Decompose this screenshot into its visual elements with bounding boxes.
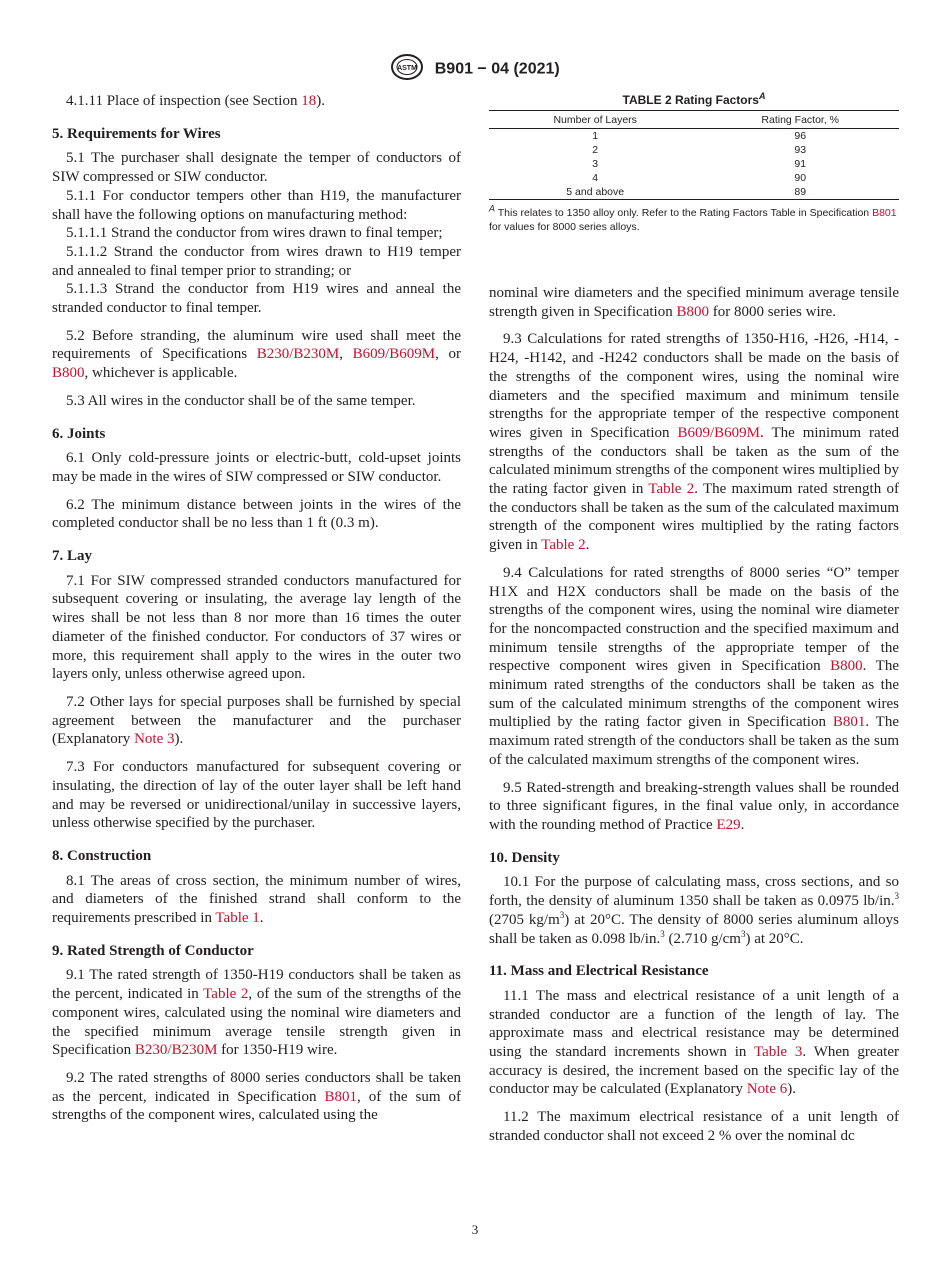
b609-link[interactable]: B609/B609M: [352, 346, 436, 363]
paragraph-9-2-continued: nominal wire diameters and the specified minimum average tensile strength given in Specification B800 for 8000 series wire.: [489, 285, 899, 320]
column-header-layers: Number of Layers: [489, 111, 701, 129]
factor-cell: 89: [701, 185, 899, 200]
factor-cell: 91: [794, 158, 807, 170]
table-row: [489, 171, 899, 185]
b801-link[interactable]: B801: [324, 1088, 357, 1105]
b800-link[interactable]: B800: [676, 303, 709, 320]
paragraph-9-5: 9.5 Rated-strength and breaking-strength values shall be rounded to three significant figures, in the final value only, in accordance with the rounding method of Practice E29.: [489, 779, 899, 833]
left-column: [52, 92, 461, 1125]
table-2: [489, 93, 899, 234]
paragraph-5-1-1: 5.1.1 For conductor tempers other than H19, the manufacturer shall have the following options on manufacturing method:: [52, 187, 461, 223]
section-7-heading: 7. Lay: [52, 548, 93, 565]
section-8-heading: 8. Construction: [52, 847, 152, 864]
table-1-link[interactable]: Table 1: [215, 910, 260, 927]
paragraph-10-1: 10.1 For the purpose of calculating mass, cross sections, and so forth, the density of aluminum 1350 shall be taken as 0.0975 lb/in.$^3$ (2705 $kg/m^3$) at 20°C. The density of 8000 series aluminum alloys shall be taken as 0.098 lb/in.$^3$ (2.710 $g/cm^3$) at 20°C.: [489, 874, 899, 947]
layers-cell: 2: [592, 144, 599, 156]
factor-cell: 96: [794, 130, 807, 142]
paragraph-7-2: 7.2 Other lays for special purposes shall be furnished by special agreement between the manufacturer and the purchaser (Explanatory Note 3).: [52, 693, 461, 748]
table-2-footnote: $^A$ This relates to 1350 alloy only. Refer to the Rating Factors Table in Specification B801 for values for 8000 series alloys.: [489, 203, 897, 233]
factor-cell: 93: [794, 144, 807, 156]
section-5-heading: 5. Requirements for Wires: [52, 125, 221, 142]
rating-factors-table: [489, 110, 899, 200]
section-18-link[interactable]: 18: [301, 93, 317, 109]
right-column: [489, 284, 899, 1146]
layers-cell: 4: [592, 172, 599, 184]
b801-link[interactable]: B801: [872, 207, 897, 219]
section-10-heading: 10. Density: [489, 849, 560, 866]
paragraph-5-1-1-3: 5.1.1.3 Strand the conductor from H19 wires and anneal the stranded conductor to final temper.: [52, 281, 461, 317]
layers-cell: 3: [592, 158, 599, 170]
paragraph-9-3: 9.3 Calculations for rated strengths of 1350-H16, -H26, -H14, -H24, -H142, and -H242 conductors shall be made on the basis of the strengths of the component wires, using the nominal wire diameters and the specified maximum and minimum tensile strengths for the appropriate temper of the respective component wires given in Specification B609/B609M. The minimum rated strengths of the conductors shall be taken as the sum of the calculated minimum strengths of the component wires multiplied by the rating factor given in Table 2. The maximum rated strength of the conductors shall be taken as the sum of the calculated maximum strength of the component wires multiplied by the rating factors given in Table 2.: [489, 331, 900, 554]
table-row: [489, 143, 899, 157]
note-6-link[interactable]: Note 6: [746, 1081, 788, 1098]
paragraph-4-1-11: 4.1.11 Place of inspection (see Section 18).: [66, 93, 325, 109]
paragraph-5-1: 5.1 The purchaser shall designate the temper of conductors of SIW compressed or SIW conductor.: [52, 150, 461, 186]
paragraph-5-2: 5.2 Before stranding, the aluminum wire used shall meet the requirements of Specifications B230/B230M, B609/B609M, or B800, whichever is applicable.: [52, 327, 461, 382]
layers-cell: 5 and above: [489, 185, 701, 200]
paragraph-11-2: 11.2 The maximum electrical resistance of a unit length of stranded conductor shall not exceed 2 % over the nominal dc: [489, 1109, 899, 1144]
document-designation: B901 − 04 (2021): [434, 60, 560, 78]
paragraph-6-1: 6.1 Only cold-pressure joints or electric-butt, cold-upset joints may be made in the wires of SIW compressed or SIW conductor.: [52, 450, 461, 485]
table-row: [489, 185, 899, 200]
astm-logo-icon: [390, 52, 424, 87]
layers-cell: 1: [592, 130, 599, 142]
b609-link[interactable]: B609/B609M: [677, 424, 760, 441]
factor-cell: 90: [794, 172, 807, 184]
section-11-heading: 11. Mass and Electrical Resistance: [489, 963, 709, 980]
paragraph-5-3: 5.3 All wires in the conductor shall be of the same temper.: [66, 392, 416, 409]
b800-link[interactable]: B800: [830, 658, 863, 675]
b801-link[interactable]: B801: [832, 714, 866, 731]
paragraph-5-1-1-1: 5.1.1.1 Strand the conductor from wires drawn to final temper;: [66, 225, 443, 242]
page-header: [0, 52, 950, 87]
section-6-heading: 6. Joints: [52, 425, 106, 442]
table-row: [489, 129, 899, 144]
paragraph-9-1: 9.1 The rated strength of 1350-H19 conductors shall be taken as the percent, indicated in Table 2, of the sum of the strengths of the component wires, calculated using the nominal wire diameters and the specified minimum average tensile strength given in Specification B230/B230M for 1350-H19 wire.: [52, 967, 461, 1059]
table-row: [489, 157, 899, 171]
paragraph-5-1-1-2: 5.1.1.2 Strand the conductor from wires drawn to H19 temper and annealed to final temper prior to stranding; or: [52, 243, 461, 279]
e29-link[interactable]: E29: [716, 816, 741, 833]
b230-link[interactable]: B230/B230M: [256, 346, 340, 363]
paragraph-8-1: 8.1 The areas of cross section, the minimum number of wires, and diameters of the finished strand shall conform to the requirements prescribed in Table 1.: [52, 872, 461, 927]
table-2-link[interactable]: Table 2: [648, 481, 695, 498]
column-header-factor: Rating Factor, %: [701, 111, 899, 129]
paragraph-7-1: 7.1 For SIW compressed stranded conductors manufactured for subsequent covering or insulating, the average lay length of the wires shall be not less than 8 nor more than 16 times the outer diameter of the finished conductor. For conductors of 37 wires or more, this requirement shall apply to the wires in the outer two layers only, unless otherwise agreed upon.: [52, 572, 461, 683]
section-9-heading: 9. Rated Strength of Conductor: [52, 942, 254, 959]
b800-link[interactable]: B800: [52, 365, 85, 382]
table-3-link[interactable]: Table 3: [753, 1044, 803, 1061]
paragraph-6-2: 6.2 The minimum distance between joints in the wires of the completed conductor shall be no less than 1 ft (0.3 m).: [52, 496, 461, 532]
note-3-link[interactable]: Note 3: [134, 731, 175, 748]
page-number: 3: [471, 1222, 479, 1237]
paragraph-11-1: 11.1 The mass and electrical resistance of a unit length of a stranded conductor are a function of the length of lay. The approximate mass and electrical resistance may be determined using the standard increments shown in Table 3. When greater accuracy is desired, the increment based on the specific lay of the conductor may be calculated (Explanatory Note 6).: [489, 987, 899, 1098]
table-2-title: TABLE 2 Rating Factors$^A$: [622, 91, 766, 107]
paragraph-7-3: 7.3 For conductors manufactured for subsequent covering or insulating, the direction of lay of the outer layer shall be left hand and may be reversed or unidirectional/unilay in successive layers, unless otherwise specified by the purchaser.: [52, 759, 461, 832]
b230-link[interactable]: B230/B230M: [134, 1042, 218, 1059]
svg-text:ASTM: ASTM: [397, 65, 418, 72]
paragraph-9-4: 9.4 Calculations for rated strengths of 8000 series “O” temper H1X and H2X conductors shall be made on the basis of the strengths of the component wires, using the nominal wire diameter for the noncompacted construction and the specified maximum and minimum tensile strengths of the appropriate temper of the respective component wires given in Specification B800. The minimum rated strengths of the conductors shall be taken as the sum of the calculated minimum strengths of the component wires multiplied by the rating factor given in Specification B801. The maximum rated strength of the conductors shall be taken as the sum of the calculated maximum strengths of the component wires.: [489, 564, 899, 768]
paragraph-9-2: 9.2 The rated strengths of 8000 series conductors shall be taken as the percent, indicated in Specification B801, of the sum of strengths of the component wires, calculated using the: [52, 1069, 461, 1124]
table-2-link[interactable]: Table 2: [203, 986, 249, 1003]
table-2-link[interactable]: Table 2: [541, 537, 586, 554]
